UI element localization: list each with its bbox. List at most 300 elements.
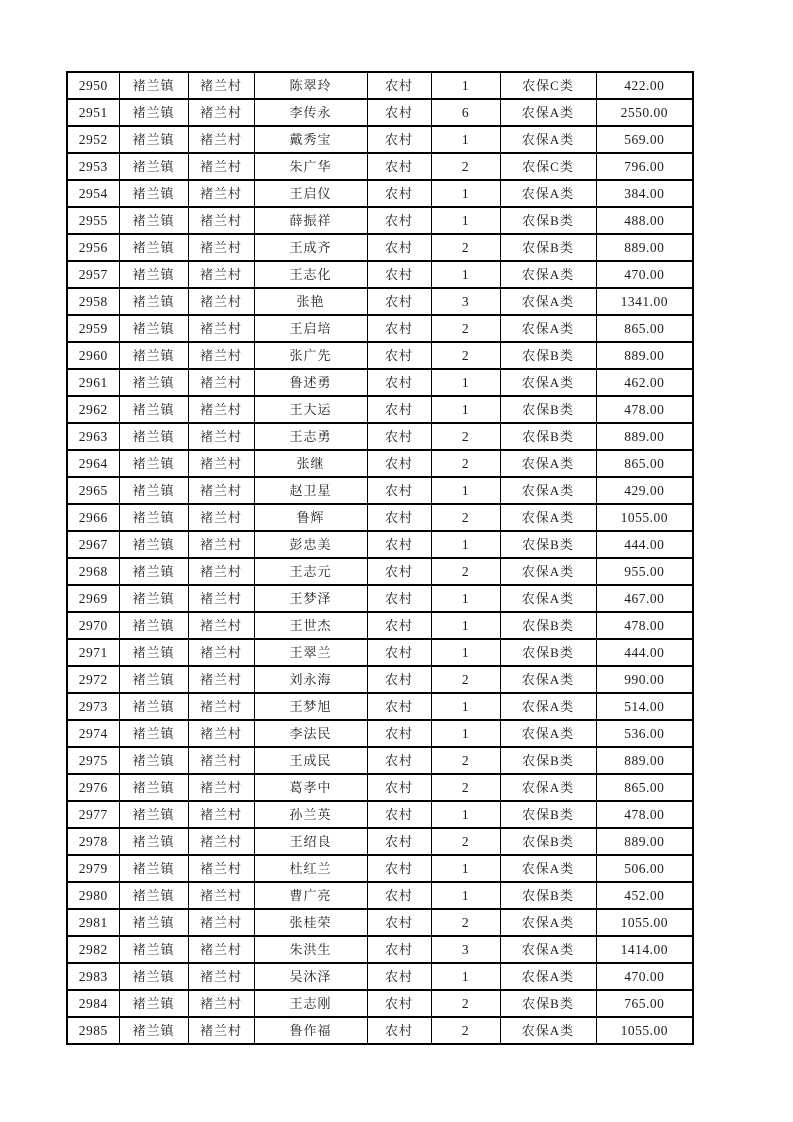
cell-amount: 2550.00 [596,99,693,126]
cell-member-count: 2 [431,828,500,855]
cell-residence-type: 农村 [367,315,431,342]
cell-village: 褚兰村 [188,153,254,180]
cell-member-count: 1 [431,855,500,882]
cell-village: 褚兰村 [188,936,254,963]
cell-amount: 796.00 [596,153,693,180]
cell-serial-number: 2968 [67,558,119,585]
cell-town: 褚兰镇 [119,234,188,261]
cell-serial-number: 2967 [67,531,119,558]
cell-village: 褚兰村 [188,423,254,450]
cell-town: 褚兰镇 [119,801,188,828]
cell-residence-type: 农村 [367,153,431,180]
cell-residence-type: 农村 [367,531,431,558]
cell-residence-type: 农村 [367,207,431,234]
cell-village: 褚兰村 [188,369,254,396]
cell-town: 褚兰镇 [119,990,188,1017]
cell-member-count: 2 [431,666,500,693]
cell-insurance-category: 农保A类 [500,315,596,342]
cell-town: 褚兰镇 [119,72,188,99]
cell-person-name: 王成齐 [254,234,367,261]
cell-village: 褚兰村 [188,747,254,774]
cell-village: 褚兰村 [188,234,254,261]
cell-residence-type: 农村 [367,369,431,396]
cell-amount: 444.00 [596,531,693,558]
table-row [67,423,693,450]
cell-village: 褚兰村 [188,855,254,882]
cell-amount: 470.00 [596,261,693,288]
cell-town: 褚兰镇 [119,450,188,477]
cell-serial-number: 2960 [67,342,119,369]
cell-insurance-category: 农保A类 [500,504,596,531]
cell-serial-number: 2956 [67,234,119,261]
cell-town: 褚兰镇 [119,207,188,234]
cell-residence-type: 农村 [367,234,431,261]
table-row [67,909,693,936]
cell-residence-type: 农村 [367,585,431,612]
cell-residence-type: 农村 [367,180,431,207]
cell-serial-number: 2974 [67,720,119,747]
cell-village: 褚兰村 [188,1017,254,1044]
table-row [67,153,693,180]
records-table-body [67,72,693,1044]
cell-village: 褚兰村 [188,666,254,693]
cell-village: 褚兰村 [188,477,254,504]
cell-residence-type: 农村 [367,99,431,126]
cell-member-count: 6 [431,99,500,126]
cell-member-count: 2 [431,774,500,801]
cell-town: 褚兰镇 [119,531,188,558]
cell-village: 褚兰村 [188,774,254,801]
cell-serial-number: 2982 [67,936,119,963]
cell-amount: 1414.00 [596,936,693,963]
table-row [67,234,693,261]
cell-member-count: 1 [431,882,500,909]
cell-person-name: 葛孝中 [254,774,367,801]
cell-amount: 865.00 [596,774,693,801]
cell-member-count: 3 [431,288,500,315]
cell-town: 褚兰镇 [119,315,188,342]
table-row [67,936,693,963]
cell-serial-number: 2959 [67,315,119,342]
cell-amount: 536.00 [596,720,693,747]
cell-residence-type: 农村 [367,990,431,1017]
cell-person-name: 孙兰英 [254,801,367,828]
cell-amount: 467.00 [596,585,693,612]
cell-town: 褚兰镇 [119,612,188,639]
table-row [67,207,693,234]
cell-member-count: 1 [431,693,500,720]
cell-amount: 990.00 [596,666,693,693]
cell-member-count: 2 [431,315,500,342]
cell-village: 褚兰村 [188,882,254,909]
cell-insurance-category: 农保B类 [500,207,596,234]
cell-member-count: 2 [431,990,500,1017]
table-row [67,531,693,558]
cell-insurance-category: 农保B类 [500,342,596,369]
cell-amount: 1055.00 [596,504,693,531]
cell-member-count: 1 [431,531,500,558]
cell-member-count: 2 [431,909,500,936]
cell-amount: 514.00 [596,693,693,720]
cell-insurance-category: 农保A类 [500,720,596,747]
cell-amount: 422.00 [596,72,693,99]
cell-town: 褚兰镇 [119,153,188,180]
cell-town: 褚兰镇 [119,369,188,396]
cell-member-count: 1 [431,207,500,234]
cell-amount: 478.00 [596,396,693,423]
cell-serial-number: 2965 [67,477,119,504]
cell-amount: 462.00 [596,369,693,396]
cell-residence-type: 农村 [367,423,431,450]
cell-person-name: 李法民 [254,720,367,747]
cell-village: 褚兰村 [188,963,254,990]
cell-serial-number: 2957 [67,261,119,288]
cell-person-name: 鲁辉 [254,504,367,531]
cell-amount: 384.00 [596,180,693,207]
cell-person-name: 朱广华 [254,153,367,180]
cell-serial-number: 2969 [67,585,119,612]
cell-amount: 470.00 [596,963,693,990]
table-row [67,639,693,666]
cell-serial-number: 2980 [67,882,119,909]
cell-residence-type: 农村 [367,558,431,585]
cell-person-name: 刘永海 [254,666,367,693]
cell-member-count: 1 [431,639,500,666]
cell-person-name: 王启培 [254,315,367,342]
cell-residence-type: 农村 [367,72,431,99]
cell-member-count: 2 [431,1017,500,1044]
cell-residence-type: 农村 [367,774,431,801]
cell-residence-type: 农村 [367,126,431,153]
cell-person-name: 曹广亮 [254,882,367,909]
cell-village: 褚兰村 [188,801,254,828]
table-row [67,585,693,612]
cell-member-count: 2 [431,423,500,450]
table-row [67,369,693,396]
cell-person-name: 鲁作福 [254,1017,367,1044]
table-row [67,1017,693,1044]
cell-person-name: 薛振祥 [254,207,367,234]
cell-member-count: 1 [431,72,500,99]
table-row [67,666,693,693]
cell-insurance-category: 农保A类 [500,288,596,315]
cell-amount: 478.00 [596,612,693,639]
cell-insurance-category: 农保B类 [500,531,596,558]
cell-serial-number: 2961 [67,369,119,396]
cell-insurance-category: 农保A类 [500,369,596,396]
cell-person-name: 张艳 [254,288,367,315]
cell-member-count: 1 [431,801,500,828]
cell-insurance-category: 农保B类 [500,396,596,423]
cell-person-name: 朱洪生 [254,936,367,963]
cell-serial-number: 2973 [67,693,119,720]
cell-serial-number: 2962 [67,396,119,423]
cell-town: 褚兰镇 [119,693,188,720]
cell-town: 褚兰镇 [119,774,188,801]
cell-member-count: 2 [431,450,500,477]
cell-insurance-category: 农保C类 [500,153,596,180]
cell-town: 褚兰镇 [119,342,188,369]
cell-amount: 865.00 [596,450,693,477]
cell-town: 褚兰镇 [119,963,188,990]
cell-village: 褚兰村 [188,720,254,747]
cell-residence-type: 农村 [367,936,431,963]
cell-insurance-category: 农保B类 [500,801,596,828]
cell-town: 褚兰镇 [119,423,188,450]
cell-person-name: 王志化 [254,261,367,288]
cell-village: 褚兰村 [188,909,254,936]
cell-residence-type: 农村 [367,828,431,855]
cell-residence-type: 农村 [367,963,431,990]
cell-village: 褚兰村 [188,828,254,855]
cell-insurance-category: 农保A类 [500,909,596,936]
cell-village: 褚兰村 [188,990,254,1017]
cell-insurance-category: 农保C类 [500,72,596,99]
cell-serial-number: 2953 [67,153,119,180]
cell-residence-type: 农村 [367,288,431,315]
cell-village: 褚兰村 [188,450,254,477]
cell-residence-type: 农村 [367,1017,431,1044]
cell-serial-number: 2971 [67,639,119,666]
cell-member-count: 2 [431,153,500,180]
cell-member-count: 1 [431,261,500,288]
cell-town: 褚兰镇 [119,126,188,153]
cell-amount: 765.00 [596,990,693,1017]
cell-serial-number: 2981 [67,909,119,936]
cell-person-name: 张继 [254,450,367,477]
cell-village: 褚兰村 [188,504,254,531]
cell-insurance-category: 农保A类 [500,855,596,882]
table-row [67,882,693,909]
cell-village: 褚兰村 [188,396,254,423]
cell-village: 褚兰村 [188,207,254,234]
cell-amount: 506.00 [596,855,693,882]
cell-insurance-category: 农保B类 [500,234,596,261]
cell-serial-number: 2983 [67,963,119,990]
cell-insurance-category: 农保A类 [500,99,596,126]
table-row [67,963,693,990]
cell-member-count: 1 [431,126,500,153]
cell-insurance-category: 农保B类 [500,612,596,639]
cell-village: 褚兰村 [188,315,254,342]
cell-village: 褚兰村 [188,72,254,99]
cell-town: 褚兰镇 [119,1017,188,1044]
cell-residence-type: 农村 [367,639,431,666]
table-row [67,396,693,423]
cell-town: 褚兰镇 [119,882,188,909]
cell-insurance-category: 农保A类 [500,936,596,963]
table-row [67,342,693,369]
cell-serial-number: 2954 [67,180,119,207]
cell-person-name: 王梦旭 [254,693,367,720]
cell-serial-number: 2952 [67,126,119,153]
cell-residence-type: 农村 [367,666,431,693]
cell-village: 褚兰村 [188,612,254,639]
cell-member-count: 1 [431,612,500,639]
cell-member-count: 2 [431,234,500,261]
table-row [67,72,693,99]
cell-serial-number: 2970 [67,612,119,639]
cell-serial-number: 2975 [67,747,119,774]
table-row [67,855,693,882]
cell-residence-type: 农村 [367,801,431,828]
table-row [67,288,693,315]
cell-person-name: 王绍良 [254,828,367,855]
cell-person-name: 陈翠玲 [254,72,367,99]
cell-residence-type: 农村 [367,450,431,477]
cell-town: 褚兰镇 [119,261,188,288]
cell-amount: 452.00 [596,882,693,909]
cell-town: 褚兰镇 [119,288,188,315]
cell-village: 褚兰村 [188,180,254,207]
cell-serial-number: 2966 [67,504,119,531]
cell-amount: 569.00 [596,126,693,153]
cell-insurance-category: 农保A类 [500,1017,596,1044]
cell-person-name: 王志元 [254,558,367,585]
cell-member-count: 2 [431,342,500,369]
cell-serial-number: 2963 [67,423,119,450]
cell-residence-type: 农村 [367,504,431,531]
table-row [67,990,693,1017]
cell-town: 褚兰镇 [119,396,188,423]
cell-residence-type: 农村 [367,855,431,882]
cell-person-name: 王志勇 [254,423,367,450]
cell-serial-number: 2976 [67,774,119,801]
cell-person-name: 戴秀宝 [254,126,367,153]
cell-amount: 889.00 [596,234,693,261]
cell-residence-type: 农村 [367,396,431,423]
cell-insurance-category: 农保A类 [500,666,596,693]
cell-serial-number: 2951 [67,99,119,126]
table-row [67,558,693,585]
cell-insurance-category: 农保A类 [500,774,596,801]
cell-insurance-category: 农保A类 [500,693,596,720]
cell-member-count: 1 [431,369,500,396]
cell-member-count: 3 [431,936,500,963]
cell-town: 褚兰镇 [119,909,188,936]
cell-serial-number: 2972 [67,666,119,693]
cell-residence-type: 农村 [367,261,431,288]
cell-insurance-category: 农保A类 [500,180,596,207]
cell-town: 褚兰镇 [119,477,188,504]
cell-serial-number: 2955 [67,207,119,234]
table-row [67,504,693,531]
cell-town: 褚兰镇 [119,585,188,612]
cell-insurance-category: 农保B类 [500,423,596,450]
table-row [67,612,693,639]
cell-member-count: 1 [431,585,500,612]
cell-serial-number: 2977 [67,801,119,828]
cell-residence-type: 农村 [367,720,431,747]
cell-residence-type: 农村 [367,342,431,369]
cell-person-name: 鲁述勇 [254,369,367,396]
table-row [67,99,693,126]
cell-insurance-category: 农保A类 [500,558,596,585]
cell-amount: 1341.00 [596,288,693,315]
cell-town: 褚兰镇 [119,666,188,693]
cell-serial-number: 2978 [67,828,119,855]
cell-person-name: 张桂荣 [254,909,367,936]
cell-person-name: 王梦泽 [254,585,367,612]
cell-person-name: 杜红兰 [254,855,367,882]
cell-member-count: 1 [431,477,500,504]
cell-serial-number: 2964 [67,450,119,477]
cell-village: 褚兰村 [188,693,254,720]
cell-insurance-category: 农保A类 [500,963,596,990]
cell-village: 褚兰村 [188,342,254,369]
cell-serial-number: 2958 [67,288,119,315]
cell-insurance-category: 农保B类 [500,747,596,774]
table-row [67,261,693,288]
cell-town: 褚兰镇 [119,747,188,774]
cell-person-name: 王大运 [254,396,367,423]
cell-amount: 444.00 [596,639,693,666]
table-row [67,747,693,774]
cell-member-count: 2 [431,747,500,774]
cell-town: 褚兰镇 [119,639,188,666]
cell-insurance-category: 农保A类 [500,450,596,477]
cell-member-count: 2 [431,558,500,585]
cell-village: 褚兰村 [188,288,254,315]
cell-person-name: 王成民 [254,747,367,774]
table-row [67,180,693,207]
cell-member-count: 1 [431,963,500,990]
cell-person-name: 王志刚 [254,990,367,1017]
cell-person-name: 赵卫星 [254,477,367,504]
cell-person-name: 李传永 [254,99,367,126]
cell-town: 褚兰镇 [119,936,188,963]
cell-town: 褚兰镇 [119,558,188,585]
cell-insurance-category: 农保A类 [500,477,596,504]
cell-member-count: 1 [431,720,500,747]
cell-village: 褚兰村 [188,126,254,153]
cell-member-count: 1 [431,396,500,423]
cell-person-name: 吴沐泽 [254,963,367,990]
cell-residence-type: 农村 [367,477,431,504]
table-row [67,693,693,720]
cell-serial-number: 2984 [67,990,119,1017]
cell-town: 褚兰镇 [119,855,188,882]
cell-amount: 488.00 [596,207,693,234]
table-row [67,720,693,747]
table-row [67,450,693,477]
cell-person-name: 王翠兰 [254,639,367,666]
cell-town: 褚兰镇 [119,180,188,207]
cell-village: 褚兰村 [188,639,254,666]
records-table [66,71,694,1045]
cell-amount: 1055.00 [596,1017,693,1044]
cell-residence-type: 农村 [367,693,431,720]
cell-insurance-category: 农保A类 [500,261,596,288]
cell-amount: 889.00 [596,342,693,369]
cell-town: 褚兰镇 [119,720,188,747]
cell-village: 褚兰村 [188,531,254,558]
cell-village: 褚兰村 [188,558,254,585]
table-row [67,828,693,855]
table-row [67,477,693,504]
cell-person-name: 张广先 [254,342,367,369]
cell-amount: 889.00 [596,828,693,855]
cell-amount: 429.00 [596,477,693,504]
cell-serial-number: 2985 [67,1017,119,1044]
cell-insurance-category: 农保A类 [500,585,596,612]
cell-village: 褚兰村 [188,99,254,126]
cell-person-name: 王启仪 [254,180,367,207]
table-row [67,774,693,801]
cell-amount: 865.00 [596,315,693,342]
table-row [67,126,693,153]
cell-member-count: 2 [431,504,500,531]
